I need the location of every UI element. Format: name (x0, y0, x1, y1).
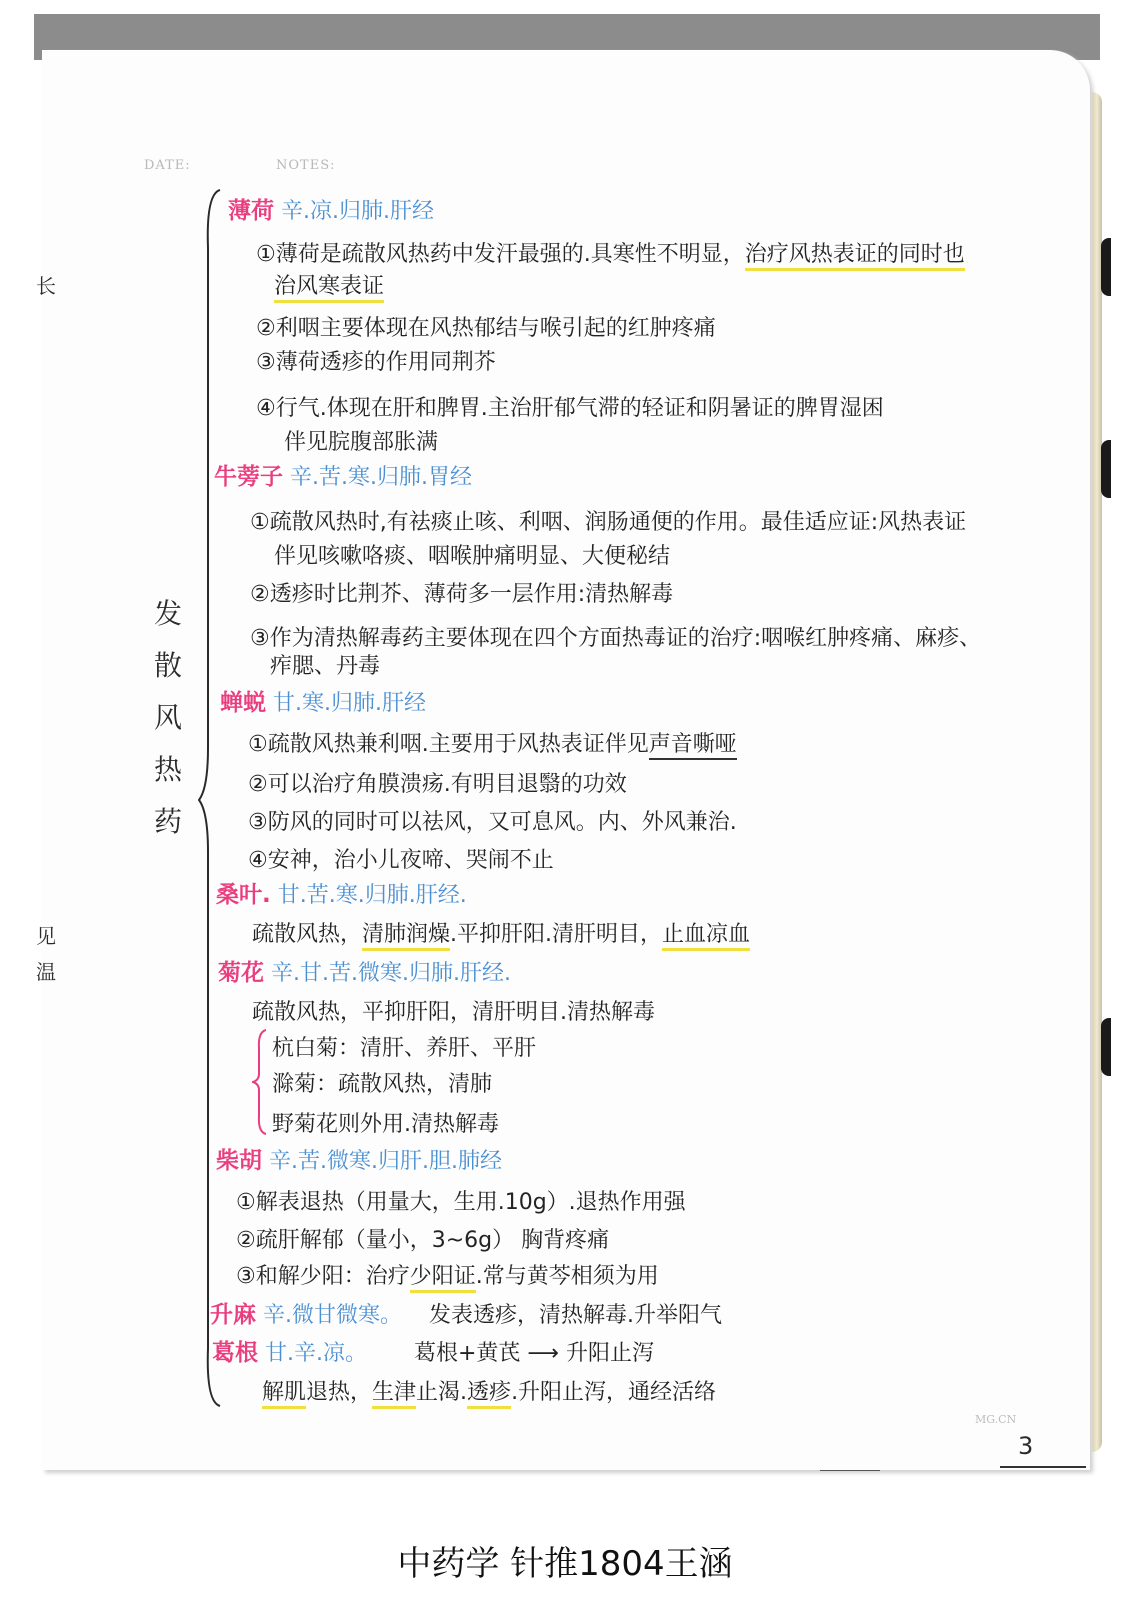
note-text: 疏散风热， (252, 922, 363, 947)
note-line (262, 1378, 716, 1408)
herb-heading (218, 958, 511, 989)
note-line: 野菊花则外用.清热解毒 (272, 1112, 499, 1137)
index-tab (1101, 440, 1111, 498)
main-brace (198, 188, 222, 1408)
note-line: ④安神，治小儿夜啼、哭闹不止 (248, 848, 554, 873)
note-line (252, 920, 750, 950)
note-text: .升阳止泻，通经活络 (511, 1380, 717, 1405)
page-edge (1092, 92, 1102, 1452)
highlighted-text: 少阳证 (410, 1264, 476, 1293)
index-tab (1101, 238, 1111, 296)
note-line (256, 240, 965, 270)
herb-properties: 辛.微甘微寒。 (263, 1303, 402, 1328)
note-line: ①疏散风热时,有祛痰止咳、利咽、润肠通便的作用。最佳适应证:风热表证 (250, 510, 967, 535)
herb-heading (210, 1300, 722, 1331)
chrysanthemum-brace (252, 1028, 268, 1136)
underlined-text: 声音嘶哑 (649, 732, 737, 760)
herb-name: 升麻 (210, 1302, 256, 1328)
note-line: 伴见咳嗽咯痰、咽喉肿痛明显、大便秘结 (274, 544, 671, 569)
herb-name: 柴胡 (216, 1148, 262, 1174)
herb-name: 蝉蜕 (220, 690, 266, 716)
vertical-title-char: 药 (153, 805, 182, 838)
margin-note: 见 (36, 924, 56, 948)
herb-heading (216, 880, 467, 911)
vertical-title (148, 588, 188, 848)
herb-properties: 辛.甘.苦.微寒.归肺.肝经. (271, 961, 511, 986)
vertical-title-char: 热 (153, 753, 182, 786)
note-line: ③薄荷透疹的作用同荆芥 (256, 350, 496, 375)
note-line (248, 730, 737, 760)
note-line: ③防风的同时可以祛风，又可息风。内、外风兼治. (248, 810, 737, 835)
highlighted-text: 生津 (372, 1380, 416, 1409)
herb-name: 葛根 (212, 1340, 258, 1366)
herb-combination: 葛根+黄芪 ⟶ 升阳止泻 (414, 1341, 654, 1366)
note-line (274, 272, 384, 302)
herb-heading (212, 1338, 654, 1369)
page-number: 3 (1018, 1432, 1034, 1460)
herb-effects: 发表透疹，清热解毒.升举阳气 (429, 1303, 722, 1328)
herb-properties: 辛.凉.归肺.肝经 (281, 199, 434, 224)
herb-heading (214, 462, 472, 493)
note-line: 杭白菊：清肝、养肝、平肝 (272, 1036, 537, 1061)
herb-heading (216, 1146, 502, 1177)
herb-properties: 甘.苦.寒.归肺.肝经. (277, 883, 467, 908)
watermark: MG.CN (975, 1413, 1017, 1426)
note-text: 退热， (306, 1380, 373, 1405)
note-line: 疏散风热，平抑肝阳，清肝明目.清热解毒 (252, 1000, 655, 1025)
page-number-underline (1000, 1466, 1086, 1468)
highlighted-text: 止血凉血 (662, 922, 750, 951)
note-text: 止渴. (416, 1380, 468, 1405)
note-line: ②利咽主要体现在风热郁结与喉引起的红肿疼痛 (256, 316, 716, 341)
note-text: ①薄荷是疏散风热药中发汗最强的.具寒性不明显， (256, 242, 745, 267)
highlighted-text: 透疹 (467, 1380, 511, 1409)
note-line: ②可以治疗角膜溃疡.有明目退翳的功效 (248, 772, 627, 797)
herb-properties: 甘.辛.凉。 (265, 1341, 367, 1366)
note-line: 伴见脘腹部胀满 (284, 430, 439, 455)
highlighted-text: 清肺润燥 (362, 922, 450, 951)
highlighted-text: 治风寒表证 (274, 274, 384, 303)
note-line: ②疏肝解郁（量小，3~6g） 胸背疼痛 (236, 1228, 610, 1253)
vertical-title-char: 散 (153, 649, 182, 682)
note-line: 滁菊：疏散风热，清肺 (272, 1072, 493, 1097)
herb-name: 牛蒡子 (214, 464, 283, 490)
herb-properties: 甘.寒.归肺.肝经 (273, 691, 426, 716)
herb-name: 菊花 (218, 960, 264, 986)
herb-properties: 辛.苦.微寒.归肝.胆.肺经 (269, 1149, 502, 1174)
note-text: ③和解少阳：治疗 (236, 1264, 410, 1289)
index-tab (1101, 1018, 1111, 1076)
pen-mark (820, 1470, 880, 1471)
vertical-title-char: 风 (153, 701, 182, 734)
herb-properties: 辛.苦.寒.归肺.胃经 (290, 465, 472, 490)
herb-heading (220, 688, 426, 719)
herb-name: 薄荷 (228, 198, 274, 224)
note-line: 痄腮、丹毒 (270, 654, 381, 679)
note-line: ③作为清热解毒药主要体现在四个方面热毒证的治疗:咽喉红肿疼痛、麻疹、 (250, 626, 982, 651)
highlighted-text: 解肌 (262, 1380, 306, 1409)
note-line: ①解表退热（用量大，生用.10g）.退热作用强 (236, 1190, 686, 1215)
margin-note: 温 (36, 960, 56, 984)
note-text: ①疏散风热兼利咽.主要用于风热表证伴见 (248, 732, 649, 757)
note-line: ②透疹时比荆芥、薄荷多一层作用:清热解毒 (250, 582, 674, 607)
note-text: .平抑肝阳.清肝明目， (450, 922, 663, 947)
herb-name: 桑叶. (216, 882, 271, 908)
margin-note: 长 (36, 274, 56, 298)
highlighted-text: 治疗风热表证的同时也 (745, 242, 965, 271)
note-text: .常与黄芩相须为用 (475, 1264, 659, 1289)
herb-heading (228, 196, 434, 227)
caption: 中药学 针推1804王涵 (397, 1544, 733, 1584)
vertical-title-char: 发 (153, 597, 182, 630)
notes-label: NOTES: (276, 158, 336, 173)
date-label: DATE: (144, 158, 191, 173)
note-line (236, 1262, 659, 1292)
note-line: ④行气.体现在肝和脾胃.主治肝郁气滞的轻证和阴暑证的脾胃湿困 (256, 396, 884, 421)
